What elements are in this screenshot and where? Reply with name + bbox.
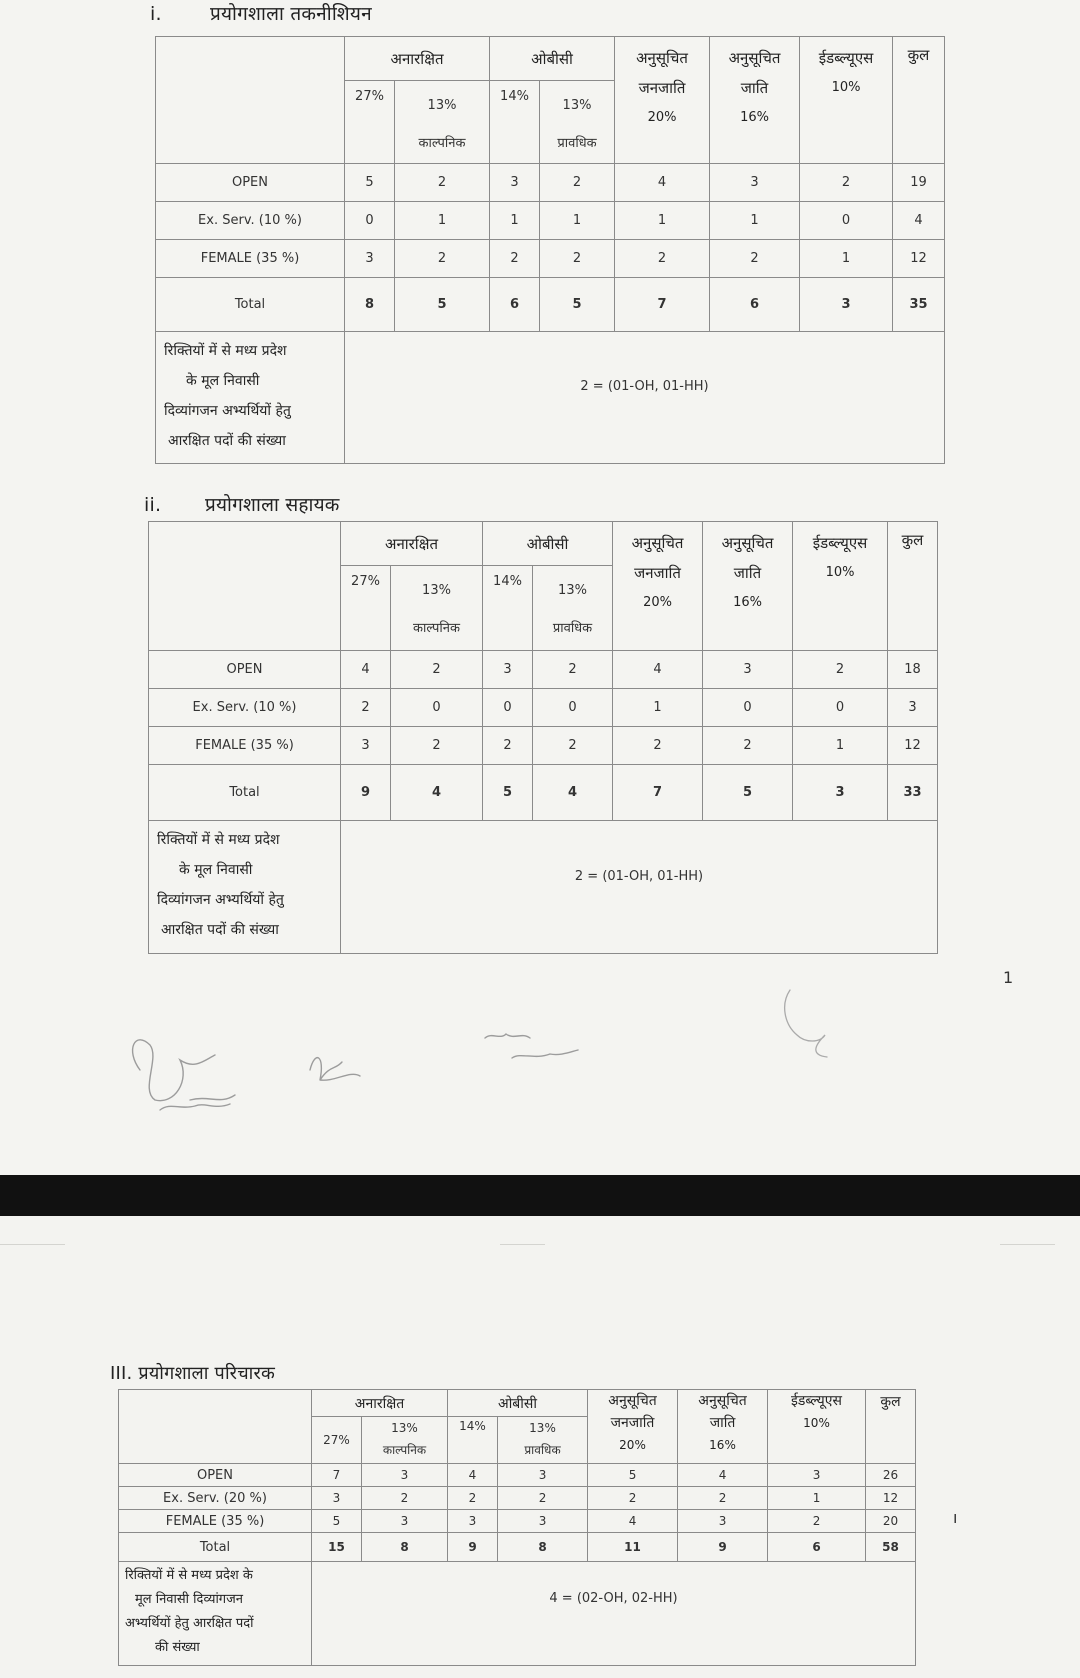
header-ur-hyp-label: काल्पनिक bbox=[382, 1443, 427, 1457]
table-cell: 2 bbox=[490, 240, 540, 278]
header-obc: ओबीसी bbox=[483, 522, 613, 566]
header-ews-pct: 10% bbox=[831, 80, 861, 95]
header-ur-pct: 27% bbox=[341, 566, 391, 651]
table-cell: 4 bbox=[615, 164, 710, 202]
header-total: कुल bbox=[866, 1390, 916, 1464]
header-sc-line2: जाति bbox=[740, 79, 769, 97]
row-label: OPEN bbox=[149, 651, 341, 689]
header-ur-hyp-label: काल्पनिक bbox=[418, 136, 466, 151]
table-cell: 1 bbox=[490, 202, 540, 240]
header-sc-pct: 16% bbox=[733, 595, 762, 610]
header-ur-hyp bbox=[362, 1417, 448, 1464]
row-label: FEMALE (35 %) bbox=[156, 240, 345, 278]
table-cell: 4 bbox=[613, 651, 703, 689]
section-heading-2 bbox=[144, 491, 340, 517]
header-st bbox=[613, 522, 703, 651]
table-cell: 2 bbox=[498, 1487, 588, 1510]
note-label bbox=[149, 821, 341, 954]
header-obc-prov-pct: 13% bbox=[558, 583, 587, 598]
header-unreserved: अनारक्षित bbox=[341, 522, 483, 566]
table-cell: 3 bbox=[341, 727, 391, 765]
header-sc-pct: 16% bbox=[740, 110, 769, 125]
table-row bbox=[156, 278, 945, 332]
table-cell: 11 bbox=[588, 1533, 678, 1562]
row-label: Total bbox=[119, 1533, 312, 1562]
table-cell: 3 bbox=[498, 1464, 588, 1487]
table-cell: 0 bbox=[703, 689, 793, 727]
header-obc: ओबीसी bbox=[448, 1390, 588, 1417]
table-cell: 58 bbox=[866, 1533, 916, 1562]
section-number: i. bbox=[150, 3, 162, 25]
section-number: ii. bbox=[144, 494, 162, 516]
table-cell: 6 bbox=[490, 278, 540, 332]
table-cell: 0 bbox=[345, 202, 395, 240]
header-st-line1: अनुसूचित bbox=[608, 1393, 657, 1409]
header-sc-line1: अनुसूचित bbox=[728, 49, 781, 67]
section-heading-3 bbox=[110, 1361, 275, 1385]
note-value: 2 = (01-OH, 01-HH) bbox=[341, 821, 938, 954]
table-cell: 2 bbox=[395, 240, 490, 278]
table-cell: 2 bbox=[703, 727, 793, 765]
note-label-line: आरक्षित पदों की संख्या bbox=[168, 433, 286, 449]
table-cell: 2 bbox=[540, 240, 615, 278]
table-cell: 1 bbox=[615, 202, 710, 240]
table-cell: 1 bbox=[768, 1487, 866, 1510]
section-title: प्रयोगशाला सहायक bbox=[205, 494, 340, 516]
header-sc bbox=[710, 37, 800, 164]
table-cell: 2 bbox=[391, 727, 483, 765]
table-cell: 20 bbox=[866, 1510, 916, 1533]
table-cell: 1 bbox=[710, 202, 800, 240]
row-label: OPEN bbox=[119, 1464, 312, 1487]
row-label: Total bbox=[149, 765, 341, 821]
header-sc-line1: अनुसूचित bbox=[698, 1393, 747, 1409]
header-obc-prov-label: प्रावधिक bbox=[557, 136, 597, 151]
header-ur-hyp-label: काल्पनिक bbox=[413, 621, 460, 636]
table-row bbox=[149, 651, 938, 689]
table-cell: 2 bbox=[615, 240, 710, 278]
table-cell: 2 bbox=[533, 651, 613, 689]
table-cell: 1 bbox=[395, 202, 490, 240]
row-label: Ex. Serv. (10 %) bbox=[149, 689, 341, 727]
table-cell: 9 bbox=[341, 765, 391, 821]
table-cell: 3 bbox=[888, 689, 938, 727]
section-title: प्रयोगशाला परिचारक bbox=[138, 1363, 276, 1384]
header-st-line2: जनजाति bbox=[638, 79, 686, 97]
table-cell: 5 bbox=[312, 1510, 362, 1533]
handwritten-signature-right bbox=[775, 985, 855, 1065]
table-cell: 15 bbox=[312, 1533, 362, 1562]
table-cell: 3 bbox=[800, 278, 893, 332]
page-separator bbox=[0, 1175, 1080, 1216]
table-cell: 0 bbox=[533, 689, 613, 727]
header-ur-pct: 27% bbox=[312, 1417, 362, 1464]
table-cell: 19 bbox=[893, 164, 945, 202]
header-ews-pct: 10% bbox=[825, 565, 855, 580]
header-ur-hyp-pct: 13% bbox=[391, 1421, 418, 1435]
table-row bbox=[119, 1510, 916, 1533]
header-st-pct: 20% bbox=[619, 1438, 646, 1452]
reservation-table-3 bbox=[118, 1389, 916, 1666]
table-row bbox=[149, 689, 938, 727]
header-sc-line1: अनुसूचित bbox=[721, 534, 774, 552]
note-label-line: की संख्या bbox=[155, 1640, 200, 1655]
header-ews-pct: 10% bbox=[803, 1416, 830, 1430]
table-cell: 2 bbox=[483, 727, 533, 765]
table-cell: 0 bbox=[793, 689, 888, 727]
note-label-line: दिव्यांगजन अभ्यर्थियों हेतु bbox=[164, 403, 291, 419]
header-total: कुल bbox=[888, 522, 938, 651]
table-cell: 2 bbox=[341, 689, 391, 727]
table-cell: 3 bbox=[345, 240, 395, 278]
section-heading-1 bbox=[150, 0, 372, 26]
header-st-line1: अनुसूचित bbox=[631, 534, 684, 552]
note-label bbox=[156, 332, 345, 464]
header-obc-prov bbox=[540, 81, 615, 164]
header-blank-cell bbox=[156, 37, 345, 164]
header-ews bbox=[793, 522, 888, 651]
header-obc-pct: 14% bbox=[448, 1417, 498, 1464]
table-row bbox=[156, 240, 945, 278]
table-cell: 8 bbox=[345, 278, 395, 332]
note-label-line: अभ्यर्थियों हेतु आरक्षित पदों bbox=[125, 1616, 254, 1631]
table-cell: 4 bbox=[533, 765, 613, 821]
table-cell: 5 bbox=[395, 278, 490, 332]
table-cell: 3 bbox=[362, 1464, 448, 1487]
stray-mark: ı bbox=[953, 1508, 958, 1527]
table-cell: 2 bbox=[768, 1510, 866, 1533]
table-cell: 12 bbox=[888, 727, 938, 765]
table-cell: 2 bbox=[613, 727, 703, 765]
table-cell: 8 bbox=[362, 1533, 448, 1562]
table-cell: 5 bbox=[703, 765, 793, 821]
scan-artifact-line bbox=[1000, 1244, 1055, 1245]
table-cell: 2 bbox=[533, 727, 613, 765]
header-st-pct: 20% bbox=[643, 595, 672, 610]
header-obc-prov bbox=[498, 1417, 588, 1464]
scan-artifact-line bbox=[500, 1244, 545, 1245]
header-sc-line2: जाति bbox=[733, 564, 762, 582]
table-row bbox=[119, 1464, 916, 1487]
table-row bbox=[119, 1487, 916, 1510]
page-number: 1 bbox=[1003, 968, 1014, 987]
header-blank-cell bbox=[149, 522, 341, 651]
table-cell: 2 bbox=[588, 1487, 678, 1510]
table-cell: 4 bbox=[588, 1510, 678, 1533]
header-st-pct: 20% bbox=[647, 110, 677, 125]
note-label-line: रिक्तियों में से मध्य प्रदेश bbox=[157, 832, 280, 848]
table-cell: 4 bbox=[448, 1464, 498, 1487]
header-unreserved: अनारक्षित bbox=[345, 37, 490, 81]
header-sc-line2: जाति bbox=[709, 1415, 736, 1431]
header-obc-prov-pct: 13% bbox=[529, 1421, 556, 1435]
header-st-line2: जनजाति bbox=[634, 564, 681, 582]
header-ews-label: ईडब्ल्यूएस bbox=[818, 49, 874, 67]
table-row bbox=[156, 164, 945, 202]
table-cell: 5 bbox=[540, 278, 615, 332]
row-label: FEMALE (35 %) bbox=[119, 1510, 312, 1533]
table-cell: 6 bbox=[768, 1533, 866, 1562]
table-cell: 35 bbox=[893, 278, 945, 332]
note-label-line: दिव्यांगजन अभ्यर्थियों हेतु bbox=[157, 892, 284, 908]
table-cell: 4 bbox=[678, 1464, 768, 1487]
header-sc-pct: 16% bbox=[709, 1438, 736, 1452]
header-ur-hyp bbox=[391, 566, 483, 651]
table-cell: 7 bbox=[615, 278, 710, 332]
table-cell: 2 bbox=[710, 240, 800, 278]
header-ur-hyp-pct: 13% bbox=[422, 583, 451, 598]
table-cell: 8 bbox=[498, 1533, 588, 1562]
table-cell: 3 bbox=[362, 1510, 448, 1533]
table-cell: 6 bbox=[710, 278, 800, 332]
reservation-table-1 bbox=[155, 36, 945, 464]
table-cell: 3 bbox=[710, 164, 800, 202]
note-label-line: के मूल निवासी bbox=[179, 862, 253, 878]
table-cell: 3 bbox=[703, 651, 793, 689]
table-cell: 3 bbox=[678, 1510, 768, 1533]
header-obc-pct: 14% bbox=[483, 566, 533, 651]
note-label bbox=[119, 1562, 312, 1666]
header-ews-label: ईडब्ल्यूएस bbox=[812, 534, 868, 552]
header-ews bbox=[800, 37, 893, 164]
table-cell: 1 bbox=[793, 727, 888, 765]
table-row bbox=[156, 202, 945, 240]
table-cell: 2 bbox=[678, 1487, 768, 1510]
table-cell: 1 bbox=[800, 240, 893, 278]
table-cell: 9 bbox=[448, 1533, 498, 1562]
section-title: प्रयोगशाला तकनीशियन bbox=[210, 3, 372, 25]
header-obc-prov-label: प्रावधिक bbox=[552, 621, 593, 636]
header-ews bbox=[768, 1390, 866, 1464]
table-cell: 18 bbox=[888, 651, 938, 689]
header-st-line2: जनजाति bbox=[610, 1415, 655, 1431]
table-cell: 0 bbox=[391, 689, 483, 727]
table-cell: 2 bbox=[448, 1487, 498, 1510]
table-row bbox=[149, 727, 938, 765]
table-cell: 2 bbox=[362, 1487, 448, 1510]
handwritten-signatures bbox=[120, 1010, 680, 1120]
header-blank-cell bbox=[119, 1390, 312, 1464]
table-cell: 4 bbox=[893, 202, 945, 240]
section-number: III. bbox=[110, 1363, 133, 1384]
header-obc-prov-pct: 13% bbox=[562, 98, 592, 113]
table-cell: 2 bbox=[391, 651, 483, 689]
row-label: Ex. Serv. (10 %) bbox=[156, 202, 345, 240]
table-cell: 4 bbox=[341, 651, 391, 689]
table-cell: 3 bbox=[312, 1487, 362, 1510]
header-ur-pct: 27% bbox=[345, 81, 395, 164]
note-label-line: मूल निवासी दिव्यांगजन bbox=[135, 1592, 243, 1607]
header-obc-prov-label: प्रावधिक bbox=[524, 1443, 561, 1457]
table-cell: 1 bbox=[540, 202, 615, 240]
table-cell: 5 bbox=[345, 164, 395, 202]
table-cell: 3 bbox=[768, 1464, 866, 1487]
table-cell: 12 bbox=[866, 1487, 916, 1510]
table-cell: 9 bbox=[678, 1533, 768, 1562]
header-ews-label: ईडब्ल्यूएस bbox=[791, 1393, 842, 1409]
header-sc bbox=[703, 522, 793, 651]
note-value: 4 = (02-OH, 02-HH) bbox=[312, 1562, 916, 1666]
table-row bbox=[149, 765, 938, 821]
header-ur-hyp-pct: 13% bbox=[427, 98, 457, 113]
header-st bbox=[588, 1390, 678, 1464]
header-total: कुल bbox=[893, 37, 945, 164]
table-cell: 33 bbox=[888, 765, 938, 821]
note-value: 2 = (01-OH, 01-HH) bbox=[345, 332, 945, 464]
table-cell: 2 bbox=[540, 164, 615, 202]
reservation-table-2 bbox=[148, 521, 938, 954]
header-obc: ओबीसी bbox=[490, 37, 615, 81]
table-cell: 0 bbox=[483, 689, 533, 727]
header-unreserved: अनारक्षित bbox=[312, 1390, 448, 1417]
table-cell: 2 bbox=[395, 164, 490, 202]
row-label: Ex. Serv. (20 %) bbox=[119, 1487, 312, 1510]
table-cell: 5 bbox=[483, 765, 533, 821]
table-cell: 3 bbox=[793, 765, 888, 821]
table-cell: 12 bbox=[893, 240, 945, 278]
table-cell: 3 bbox=[498, 1510, 588, 1533]
note-label-line: आरक्षित पदों की संख्या bbox=[161, 922, 279, 938]
row-label: OPEN bbox=[156, 164, 345, 202]
table-cell: 7 bbox=[312, 1464, 362, 1487]
table-cell: 2 bbox=[793, 651, 888, 689]
table-cell: 3 bbox=[483, 651, 533, 689]
table-cell: 0 bbox=[800, 202, 893, 240]
table-cell: 4 bbox=[391, 765, 483, 821]
header-obc-pct: 14% bbox=[490, 81, 540, 164]
header-st bbox=[615, 37, 710, 164]
table-row bbox=[119, 1533, 916, 1562]
table-cell: 1 bbox=[613, 689, 703, 727]
table-cell: 5 bbox=[588, 1464, 678, 1487]
row-label: Total bbox=[156, 278, 345, 332]
header-sc bbox=[678, 1390, 768, 1464]
note-label-line: रिक्तियों में से मध्य प्रदेश के bbox=[125, 1568, 253, 1583]
table-cell: 3 bbox=[490, 164, 540, 202]
note-label-line: रिक्तियों में से मध्य प्रदेश bbox=[164, 343, 287, 359]
note-label-line: के मूल निवासी bbox=[186, 373, 260, 389]
header-st-line1: अनुसूचित bbox=[636, 49, 688, 67]
header-obc-prov bbox=[533, 566, 613, 651]
scan-artifact-line bbox=[0, 1244, 65, 1245]
table-cell: 7 bbox=[613, 765, 703, 821]
table-cell: 2 bbox=[800, 164, 893, 202]
header-ur-hyp bbox=[395, 81, 490, 164]
table-cell: 3 bbox=[448, 1510, 498, 1533]
table-cell: 26 bbox=[866, 1464, 916, 1487]
row-label: FEMALE (35 %) bbox=[149, 727, 341, 765]
